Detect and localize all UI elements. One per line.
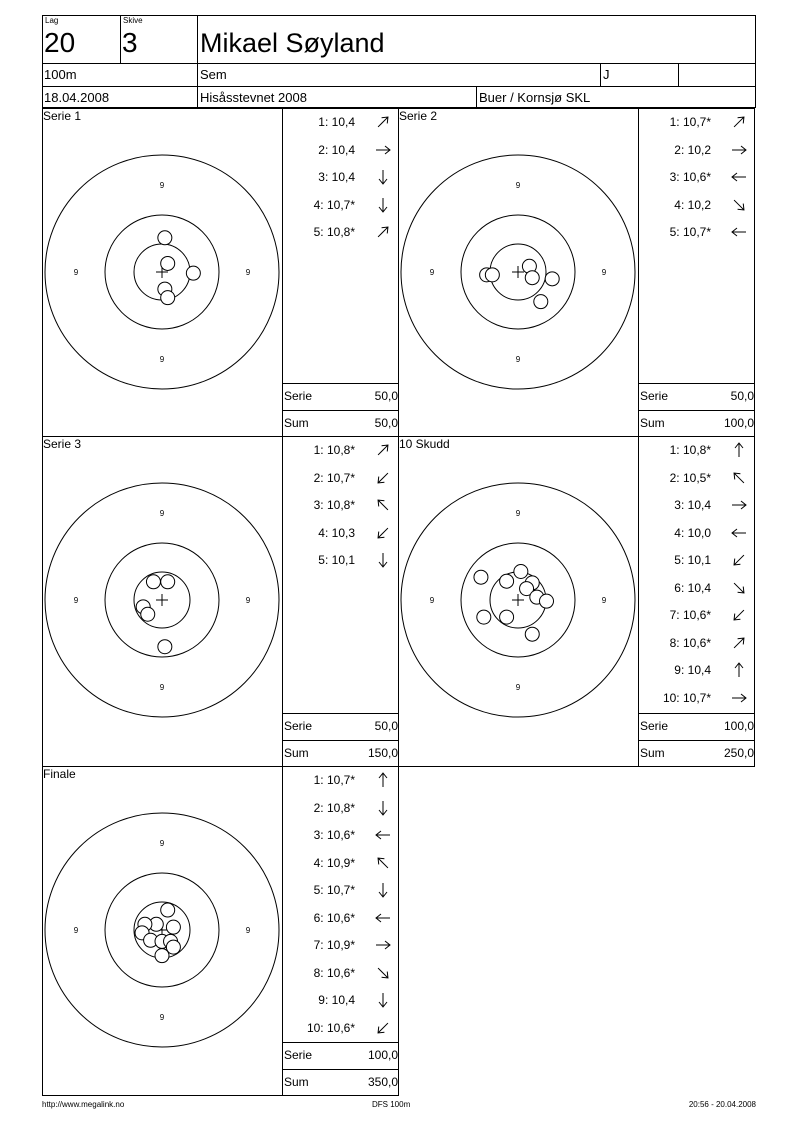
arrow-n-icon: [375, 772, 391, 788]
header-divider: [42, 63, 756, 64]
shot-score: 2: 10,4: [318, 142, 355, 157]
sum-value: 100,0: [723, 416, 754, 430]
arrow-sw-icon: [375, 525, 391, 541]
serie-label: Serie: [284, 389, 313, 403]
bullet-hole: [161, 291, 175, 305]
shot-score: 7: 10,9*: [313, 938, 355, 952]
arrow-w-icon: [731, 525, 747, 541]
shot-score: 4: 10,3: [318, 525, 355, 540]
bullet-hole: [158, 231, 172, 245]
bullet-hole: [474, 570, 488, 584]
bullet-hole: [166, 920, 180, 934]
footer-url[interactable]: http://www.megalink.no: [42, 1100, 125, 1109]
center-cross: [512, 594, 524, 606]
header-divider: [476, 86, 477, 108]
shot-score: 3: 10,4: [674, 498, 711, 512]
ring-label: 9: [515, 683, 521, 692]
shot-score: 8: 10,6*: [669, 635, 711, 650]
arrow-e-icon: [731, 497, 747, 513]
bullet-hole: [186, 266, 200, 280]
panel-0: [42, 108, 399, 437]
arrow-w-icon: [731, 169, 747, 185]
shot-score: 2: 10,8*: [313, 800, 355, 815]
serie-divider: [282, 1042, 399, 1043]
arrow-ne-icon: [375, 224, 391, 240]
ring-label: 9: [159, 181, 165, 190]
ring-label: 9: [159, 683, 165, 692]
event: Hisåsstevnet 2008: [200, 90, 307, 105]
sum-divider: [282, 1069, 399, 1070]
ring-label: 9: [515, 181, 521, 190]
ring-label: 9: [73, 596, 79, 605]
shot-score: 5: 10,8*: [313, 225, 355, 239]
lag-value: 20: [44, 27, 76, 58]
panel-2: [42, 436, 399, 767]
bullet-hole: [477, 610, 491, 624]
bullet-hole: [146, 575, 160, 589]
serie-value: 100,0: [723, 719, 754, 733]
arrow-s-icon: [375, 992, 391, 1008]
lag-label: Lag: [45, 16, 59, 25]
shot-score: 1: 10,4: [318, 115, 355, 129]
serie-value: 50,0: [374, 389, 398, 403]
class: J: [603, 67, 610, 82]
ring-label: 9: [245, 596, 251, 605]
ring-label: 9: [159, 509, 165, 518]
bullet-hole: [525, 271, 539, 285]
arrow-ne-icon: [375, 114, 391, 130]
ring-label: 9: [159, 1013, 165, 1022]
arrow-se-icon: [375, 965, 391, 981]
serie-label: Serie: [640, 389, 669, 403]
shot-score: 4: 10,2: [674, 197, 711, 212]
arrow-se-icon: [731, 580, 747, 596]
serie-divider: [282, 383, 399, 384]
arrow-n-icon: [731, 662, 747, 678]
shot-score: 4: 10,7*: [313, 197, 355, 212]
skive-label: Skive: [123, 16, 143, 25]
panel-1: [398, 108, 755, 437]
shot-score: 2: 10,5*: [669, 470, 711, 485]
arrow-ne-icon: [375, 442, 391, 458]
serie-value: 100,0: [367, 1048, 398, 1062]
arrow-e-icon: [731, 690, 747, 706]
ring-label: 9: [73, 268, 79, 277]
bullet-hole: [545, 272, 559, 286]
distance: 100m: [44, 67, 77, 82]
header-divider: [678, 63, 679, 86]
arrow-sw-icon: [731, 607, 747, 623]
bullet-hole: [161, 903, 175, 917]
sum-value: 350,0: [367, 1075, 398, 1089]
bullet-hole: [500, 574, 514, 588]
shot-score: 1: 10,8*: [313, 443, 355, 457]
bullet-hole: [540, 594, 554, 608]
bullet-hole: [161, 256, 175, 270]
serie-label: Serie: [284, 1048, 313, 1062]
shot-score: 5: 10,1: [318, 553, 355, 567]
shot-score: 9: 10,4: [674, 663, 711, 677]
sum-divider: [282, 740, 399, 741]
arrow-s-icon: [375, 800, 391, 816]
arrow-sw-icon: [731, 552, 747, 568]
target: [399, 437, 639, 767]
bullet-hole: [158, 640, 172, 654]
serie-divider: [638, 713, 755, 714]
target: [43, 109, 283, 437]
arrow-sw-icon: [375, 470, 391, 486]
shot-score: 4: 10,9*: [313, 855, 355, 870]
panel-title: Serie 2: [399, 109, 438, 123]
arrow-nw-icon: [731, 470, 747, 486]
arrow-se-icon: [731, 197, 747, 213]
panel-title: Serie 3: [43, 437, 82, 451]
arrow-s-icon: [375, 552, 391, 568]
serie-value: 50,0: [374, 719, 398, 733]
bullet-hole: [155, 949, 169, 963]
panel-title: Finale: [43, 767, 76, 781]
shot-score: 1: 10,8*: [669, 443, 711, 457]
serie-value: 50,0: [730, 389, 754, 403]
ring-label: 9: [601, 596, 607, 605]
club: Sem: [200, 67, 227, 82]
ring-label: 9: [601, 268, 607, 277]
arrow-s-icon: [375, 197, 391, 213]
footer-timestamp: 20:56 - 20.04.2008: [688, 1100, 756, 1109]
bullet-hole: [485, 268, 499, 282]
header-divider: [600, 63, 601, 86]
sum-label: Sum: [640, 746, 665, 760]
arrow-e-icon: [375, 142, 391, 158]
range: Buer / Kornsjø SKL: [479, 90, 591, 105]
arrow-nw-icon: [375, 497, 391, 513]
skive-value: 3: [122, 27, 138, 58]
shooter-name: Mikael Søyland: [200, 28, 385, 58]
sum-label: Sum: [640, 416, 665, 430]
ring-label: 9: [245, 926, 251, 935]
arrow-s-icon: [375, 169, 391, 185]
sum-label: Sum: [284, 1075, 309, 1089]
date: 18.04.2008: [44, 90, 110, 105]
bullet-hole: [534, 295, 548, 309]
ring-label: 9: [429, 268, 435, 277]
arrow-n-icon: [731, 442, 747, 458]
serie-divider: [282, 713, 399, 714]
shot-score: 4: 10,0: [674, 525, 711, 540]
shot-score: 2: 10,7*: [313, 470, 355, 485]
ring-label: 9: [515, 509, 521, 518]
ring-label: 9: [515, 355, 521, 364]
shot-score: 5: 10,7*: [313, 883, 355, 897]
sum-divider: [638, 410, 755, 411]
shot-score: 9: 10,4: [318, 993, 355, 1007]
shot-score: 6: 10,6*: [313, 910, 355, 925]
bullet-hole: [500, 610, 514, 624]
target: [43, 767, 283, 1096]
arrow-ne-icon: [731, 635, 747, 651]
panel-title: 10 Skudd: [399, 437, 450, 451]
ring-label: 9: [429, 596, 435, 605]
header-divider: [120, 15, 121, 63]
shot-score: 2: 10,2: [674, 142, 711, 157]
ring-label: 9: [159, 839, 165, 848]
sum-divider: [638, 740, 755, 741]
ring-label: 9: [245, 268, 251, 277]
serie-divider: [638, 383, 755, 384]
arrow-s-icon: [375, 882, 391, 898]
sum-divider: [282, 410, 399, 411]
shot-score: 7: 10,6*: [669, 608, 711, 622]
serie-label: Serie: [640, 719, 669, 733]
shot-score: 3: 10,4: [318, 170, 355, 184]
bullet-hole: [141, 607, 155, 621]
center-cross: [156, 594, 168, 606]
bullet-hole: [514, 565, 528, 579]
shot-score: 10: 10,7*: [662, 690, 711, 705]
shot-score: 8: 10,6*: [313, 965, 355, 980]
footer-system: DFS 100m: [372, 1100, 411, 1109]
shot-score: 3: 10,6*: [669, 170, 711, 184]
shot-score: 5: 10,1: [674, 553, 711, 567]
sum-value: 50,0: [374, 416, 398, 430]
bullet-hole: [161, 575, 175, 589]
panel-4: [42, 766, 399, 1096]
arrow-e-icon: [731, 142, 747, 158]
serie-label: Serie: [284, 719, 313, 733]
panel-title: Serie 1: [43, 109, 82, 123]
target: [399, 109, 639, 437]
ring-label: 9: [159, 355, 165, 364]
sum-value: 250,0: [723, 746, 754, 760]
shot-score: 1: 10,7*: [669, 115, 711, 129]
shot-score: 3: 10,8*: [313, 498, 355, 512]
shot-score: 6: 10,4: [674, 580, 711, 595]
arrow-w-icon: [375, 910, 391, 926]
header-divider: [42, 86, 756, 87]
sum-value: 150,0: [367, 746, 398, 760]
arrow-ne-icon: [731, 114, 747, 130]
shot-score: 10: 10,6*: [306, 1020, 355, 1035]
sum-label: Sum: [284, 746, 309, 760]
arrow-w-icon: [375, 827, 391, 843]
panel-3: [398, 436, 755, 767]
arrow-nw-icon: [375, 855, 391, 871]
shot-score: 3: 10,6*: [313, 828, 355, 842]
header-divider: [197, 15, 198, 108]
arrow-sw-icon: [375, 1020, 391, 1036]
ring-label: 9: [73, 926, 79, 935]
target: [43, 437, 283, 767]
shot-score: 5: 10,7*: [669, 225, 711, 239]
arrow-e-icon: [375, 937, 391, 953]
header-frame: [42, 15, 756, 108]
sum-label: Sum: [284, 416, 309, 430]
arrow-w-icon: [731, 224, 747, 240]
shot-score: 1: 10,7*: [313, 773, 355, 787]
bullet-hole: [525, 627, 539, 641]
